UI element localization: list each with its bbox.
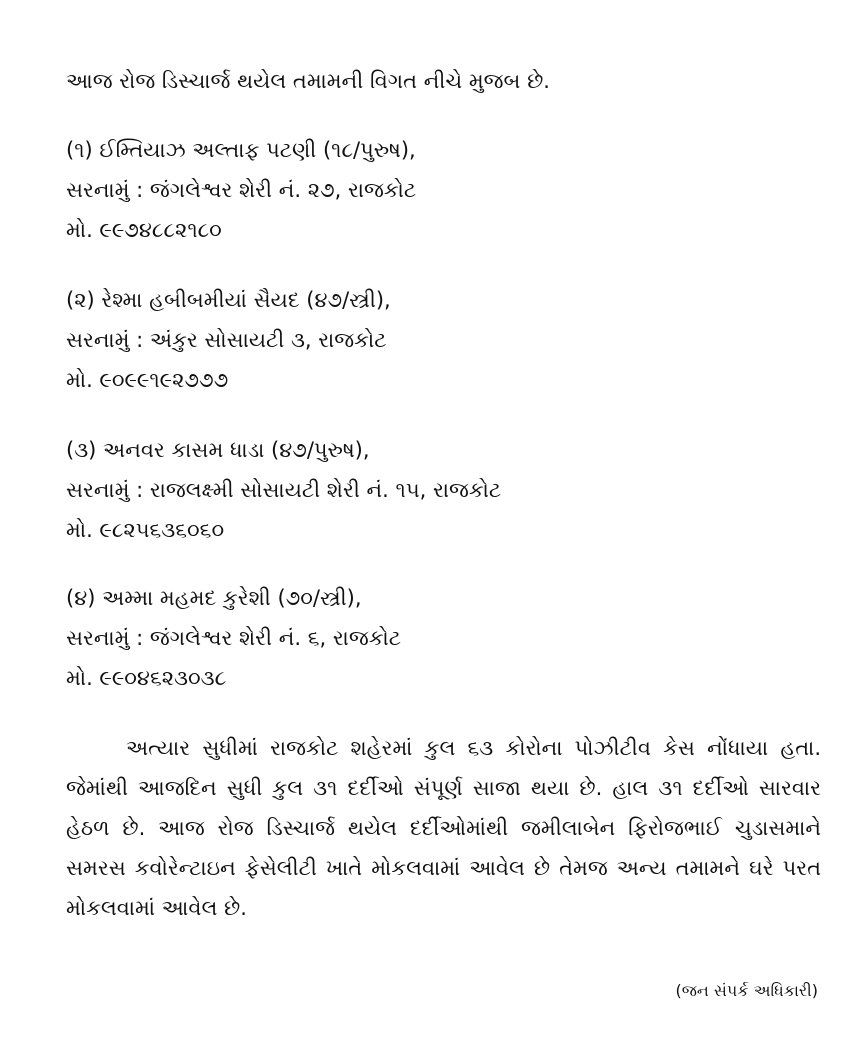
summary-paragraph: અત્યાર સુધીમાં રાજકોટ શહેરમાં કુલ ૬૩ કોરોના પોઝીટીવ કેસ નોંધાયા હતા. જેમાંથી આજદિન સુધી કુલ ૩૧ દર્દીઓ સંપૂર્ણ સાજા થયા છે. હાલ ૩૧ દર્દીઓ સારવાર હેઠળ છે. આજ રોજ ડિસ્ચાર્જ થયેલ દર્દીઓમાંથી જમીલાબેન ફિરોજભાઈ ચુડાસમાને સમરસ કવોરેન્ટાઇન ફેસેલીટી ખાતે મોકલવામાં આવેલ છે તેમજ અન્ય તમામને ઘરે પરત મોકલવામાં આવેલ છે. (66, 736, 821, 920)
person-name-line: (૩) અનવર કાસમ ધાડા (૪૭/પુરુષ), (66, 438, 370, 462)
person-name-line: (૨) રેશ્મા હબીબમીયાં સૈયદ (૪૭/સ્ત્રી), (66, 288, 391, 312)
discharged-person-4 (66, 578, 826, 698)
person-address-line: સરનામું : અંકુર સોસાયટી ૩, રાજકોટ (66, 328, 387, 352)
person-mobile-line: મો. ૯૯૭૪૮૮૨૧૮૦ (66, 218, 222, 242)
signature-text: (જન સંપર્ક અધિકારી) (675, 981, 818, 1000)
intro-text: આજ રોજ ડિસ્ચાર્જ થયેલ તમામની વિગત નીચે મુજબ છે. (66, 69, 550, 93)
person-address-line: સરનામું : જંગલેશ્વર શેરી નં. ૬, રાજકોટ (66, 626, 401, 650)
discharged-person-2 (66, 280, 826, 400)
person-address-line: સરનામું : જંગલેશ્વર શેરી નં. ૨૭, રાજકોટ (66, 178, 417, 202)
person-address-line: સરનામું : રાજલક્ષ્મી સોસાયટી શેરી નં. ૧૫, રાજકોટ (66, 478, 502, 502)
person-mobile-line: મો. ૯૯૦૪૬૨૩૦૩૮ (66, 666, 227, 690)
discharged-person-1 (66, 130, 826, 250)
discharged-person-3 (66, 430, 826, 550)
person-name-line: (૪) અમ્મા મહમદ કુરેશી (૭૦/સ્ત્રી), (66, 586, 362, 610)
person-mobile-line: મો. ૯૮૨૫૬૩૬૦૬૦ (66, 518, 225, 542)
person-mobile-line: મો. ૯૦૯૯૧૯૨૭૭૭ (66, 368, 229, 392)
person-name-line: (૧) ઈમ્તિયાઝ અલ્તાફ પટણી (૧૮/પુરુષ), (66, 138, 416, 162)
